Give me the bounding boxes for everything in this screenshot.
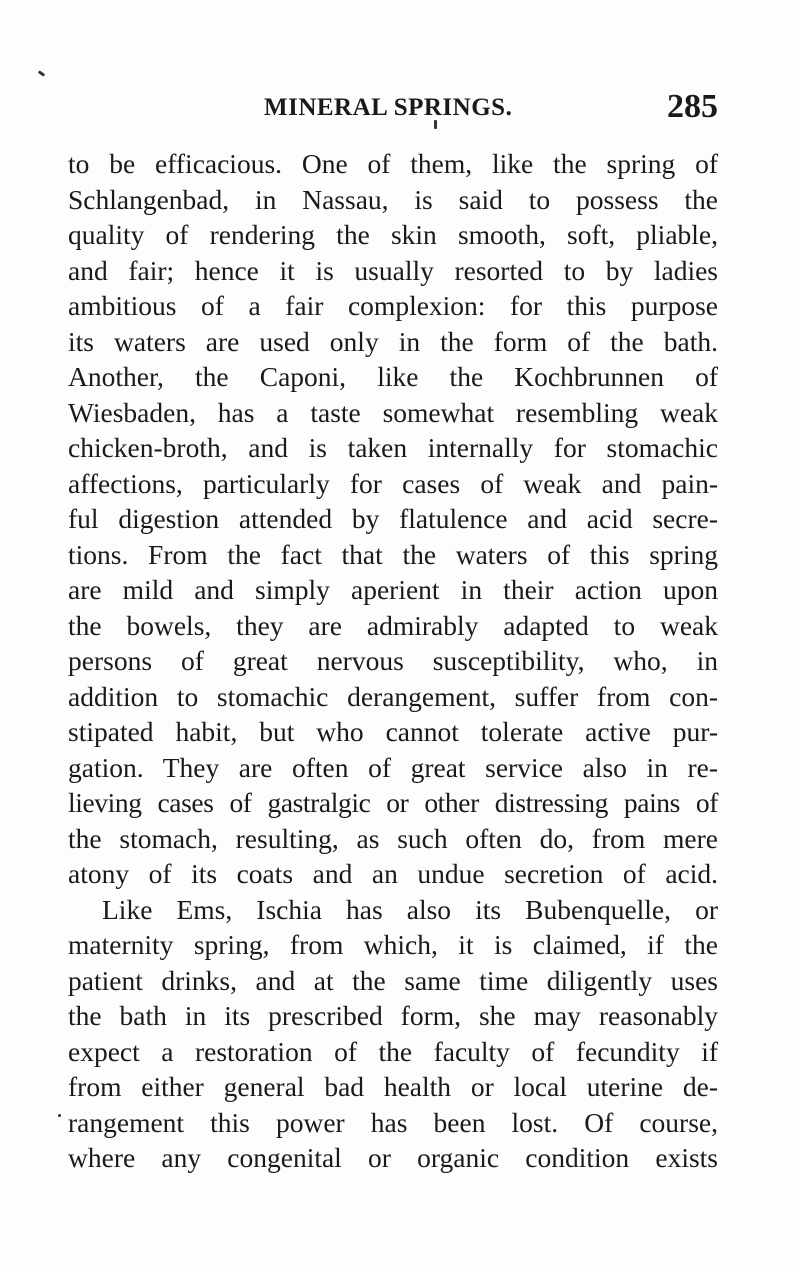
text-line: to be efficacious. One of them, like the spring of bbox=[68, 148, 718, 179]
body-text bbox=[68, 146, 718, 1176]
page-number: 285 bbox=[667, 88, 718, 125]
text-line: ambitious of a fair complexion: for this purpose bbox=[68, 290, 718, 321]
text-line: the bath in its prescribed form, she may reasonably bbox=[68, 1000, 718, 1031]
text-line: maternity spring, from which, it is claimed, if the bbox=[68, 929, 718, 960]
text-line: Wiesbaden, has a taste somewhat resembling weak bbox=[68, 396, 718, 428]
print-speck bbox=[58, 1114, 61, 1117]
text-line: stipated habit, but who cannot tolerate active pur- bbox=[68, 716, 718, 747]
text-line: the stomach, resulting, as such often do, from mere bbox=[68, 822, 718, 854]
text-line: and fair; hence it is usually resorted to by ladies bbox=[68, 254, 718, 286]
text-line: atony of its coats and an undue secretion of acid. bbox=[68, 858, 718, 889]
text-line: expect a restoration of the faculty of fecundity if bbox=[68, 1035, 718, 1067]
text-line: patient drinks, and at the same time diligently uses bbox=[68, 964, 718, 996]
print-speck bbox=[38, 70, 45, 76]
text-line: tions. From the fact that the waters of this spring bbox=[68, 538, 718, 570]
text-line: Another, the Caponi, like the Kochbrunnen of bbox=[68, 361, 718, 392]
text-line: chicken-broth, and is taken internally for stomachic bbox=[68, 432, 718, 463]
text-line: Like Ems, Ischia has also its Bubenquelle, or bbox=[102, 893, 718, 925]
text-line: gation. They are often of great service also in re- bbox=[68, 751, 718, 783]
text-line: its waters are used only in the form of the bath. bbox=[68, 325, 718, 357]
text-line: affections, particularly for cases of weak and pain- bbox=[68, 467, 718, 499]
text-line: rangement this power has been lost. Of course, bbox=[68, 1106, 718, 1138]
text-line: quality of rendering the skin smooth, soft, pliable, bbox=[68, 219, 718, 250]
text-line: where any congenital or organic condition exists bbox=[68, 1142, 718, 1173]
text-line: ful digestion attended by flatulence and acid secre- bbox=[68, 503, 718, 534]
text-line: the bowels, they are admirably adapted to weak bbox=[68, 609, 718, 641]
text-line: addition to stomachic derangement, suffer from con- bbox=[68, 680, 718, 712]
running-head bbox=[68, 88, 718, 128]
text-line: Schlangenbad, in Nassau, is said to possess the bbox=[68, 183, 718, 215]
text-line: persons of great nervous susceptibility, who, in bbox=[68, 645, 718, 676]
text-line: are mild and simply aperient in their action upon bbox=[68, 574, 718, 605]
text-line: lieving cases of gastralgic or other distressing pains of bbox=[68, 787, 718, 818]
text-line: from either general bad health or local uterine de- bbox=[68, 1071, 718, 1102]
running-title: MINERAL SPRINGS. bbox=[264, 94, 513, 121]
